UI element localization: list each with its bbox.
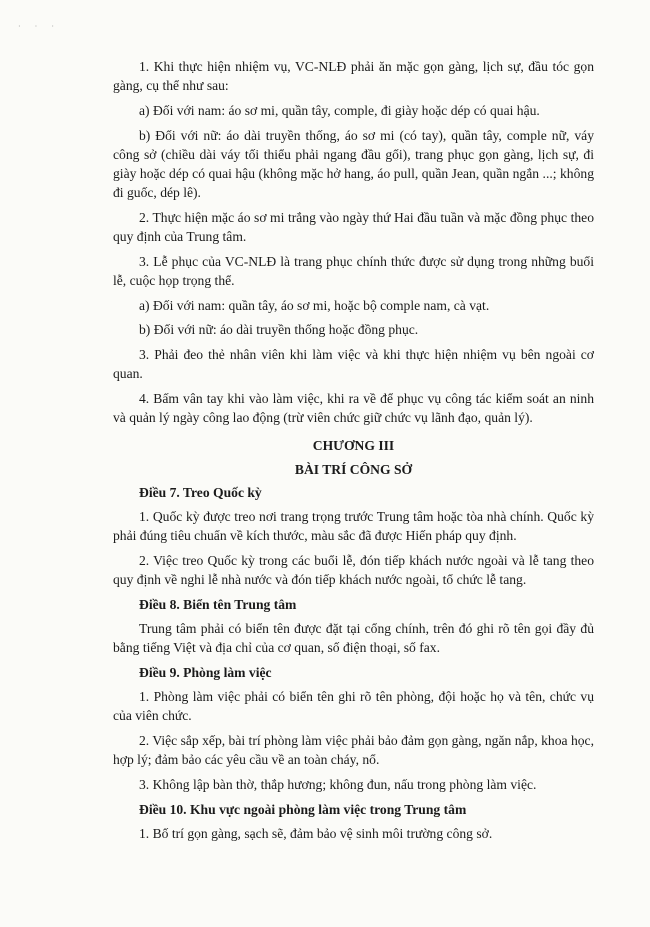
paragraph: 4. Bấm vân tay khi vào làm việc, khi ra về để phục vụ công tác kiểm soát an ninh và quản lý ngày công lao động (trừ viên chức giữ chức vụ lãnh đạo, quản lý).: [113, 391, 594, 426]
scan-specks: · · ·: [18, 22, 60, 31]
article-heading: Điều 10. Khu vực ngoài phòng làm việc trong Trung tâm: [139, 801, 467, 817]
paragraph: 1. Phòng làm việc phải có biển tên ghi rõ tên phòng, đội hoặc họ và tên, chức vụ của viên chức.: [113, 689, 594, 724]
article-heading: Điều 9. Phòng làm việc: [139, 664, 272, 680]
paragraph: 2. Việc sắp xếp, bài trí phòng làm việc phải bảo đảm gọn gàng, ngăn nắp, khoa học, hợp lý; đảm bảo các yêu cầu về an toàn cháy, nổ.: [113, 733, 594, 768]
paragraph: b) Đối với nữ: áo dài truyền thống, áo sơ mi (có tay), quần tây, comple nữ, váy công sở (chiều dài váy tối thiểu phải ngang đầu gối), trang phục gọn gàng, lịch sự, đi giày hoặc dép có quai hậu (không mặc hở hang, áo pull, quần Jean, quần ngắn ...; không đi guốc, dép lê).: [113, 127, 594, 201]
paragraph: 2. Thực hiện mặc áo sơ mi trắng vào ngày thứ Hai đầu tuần và mặc đồng phục theo quy định của Trung tâm.: [113, 209, 594, 245]
article-heading: Điều 7. Treo Quốc kỳ: [139, 484, 262, 500]
paragraph: a) Đối với nam: quần tây, áo sơ mi, hoặc bộ comple nam, cà vạt.: [139, 297, 490, 313]
paragraph: 3. Lễ phục của VC-NLĐ là trang phục chính thức được sử dụng trong những buổi lễ, cuộc họp trọng thể.: [113, 253, 594, 289]
article-heading: Điều 8. Biển tên Trung tâm: [139, 596, 297, 612]
chapter-heading: BÀI TRÍ CÔNG SỞ: [294, 461, 413, 477]
paragraph: 1. Quốc kỳ được treo nơi trang trọng trước Trung tâm hoặc tòa nhà chính. Quốc kỳ phải đúng tiêu chuẩn về kích thước, màu sắc đã được Hiến pháp quy định.: [113, 509, 594, 544]
paragraph: 2. Việc treo Quốc kỳ trong các buổi lễ, đón tiếp khách nước ngoài và lễ tang theo quy định về nghi lễ nhà nước và đón tiếp khách nước ngoài, tổ chức lễ tang.: [113, 552, 594, 588]
chapter-title: CHƯƠNG III: [312, 438, 395, 454]
paragraph: Trung tâm phải có biển tên được đặt tại cổng chính, trên đó ghi rõ tên gọi đầy đủ bằng tiếng Việt và địa chỉ của cơ quan, số điện thoại, số fax.: [113, 621, 594, 656]
paragraph: 3. Phải đeo thẻ nhân viên khi làm việc và khi thực hiện nhiệm vụ bên ngoài cơ quan.: [113, 347, 594, 382]
paragraph: 1. Khi thực hiện nhiệm vụ, VC-NLĐ phải ăn mặc gọn gàng, lịch sự, đầu tóc gọn gàng, cụ thể như sau:: [113, 59, 594, 94]
paragraph: 3. Không lập bàn thờ, thắp hương; không đun, nấu trong phòng làm việc.: [139, 777, 537, 792]
paragraph: b) Đối với nữ: áo dài truyền thống hoặc đồng phục.: [139, 322, 419, 338]
paragraph: a) Đối với nam: áo sơ mi, quần tây, comple, đi giày hoặc dép có quai hậu.: [139, 102, 540, 118]
paragraph: 1. Bố trí gọn gàng, sạch sẽ, đảm bảo vệ sinh môi trường công sở.: [139, 825, 493, 841]
